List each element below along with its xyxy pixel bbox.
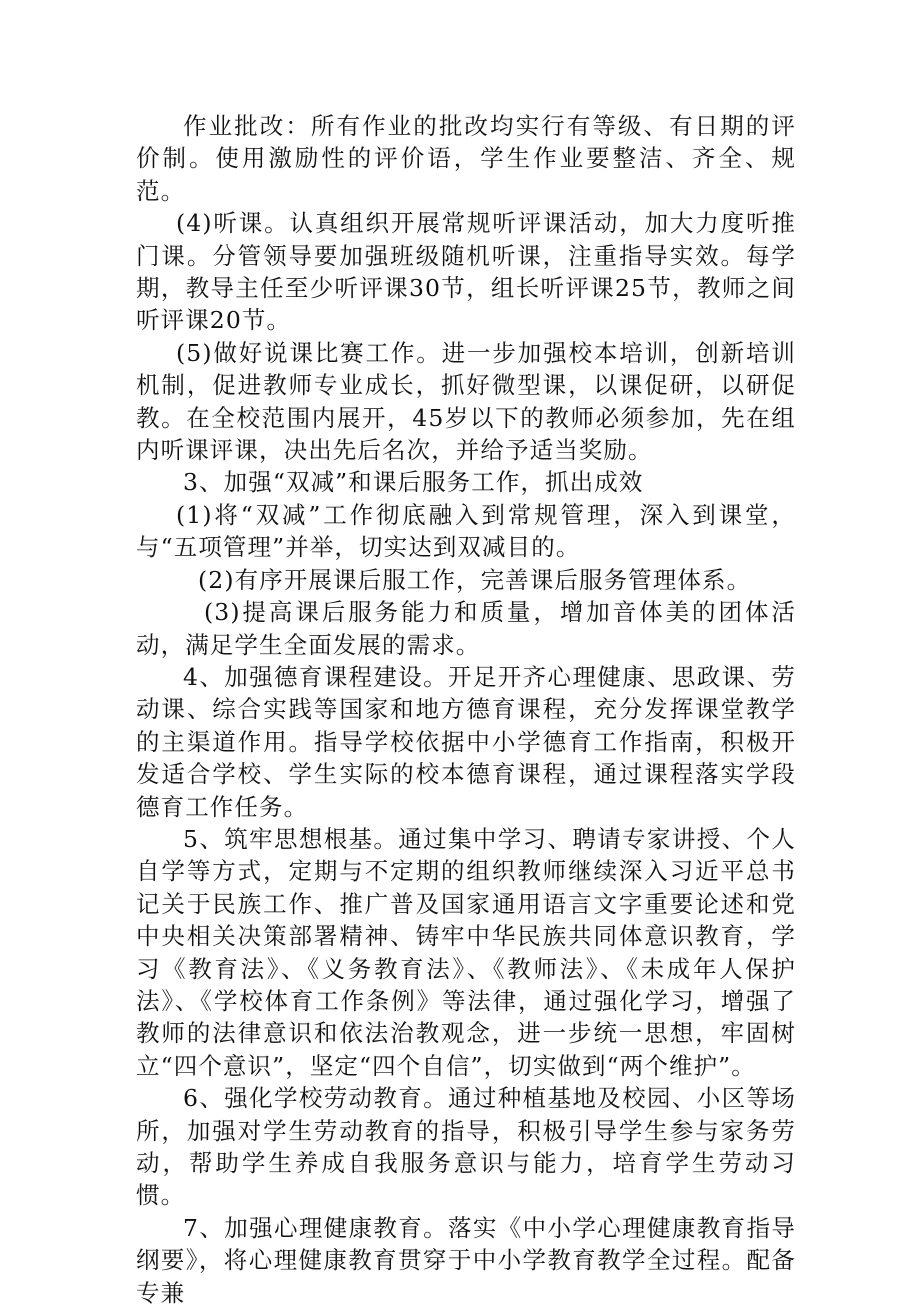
paragraph-moral-education: 4、加强德育课程建设。开足开齐心理健康、思政课、劳动课、综合实践等国家和地方德育课程，充分发挥课堂教学的主渠道作用。指导学校依据中小学德育工作指南，积极开发适合学校、学生实际的校本德育课程，通过课程落实学段德育工作任务。 <box>136 662 796 821</box>
paragraph-lesson-presentation-contest: (5)做好说课比赛工作。进一步加强校本培训，创新培训机制，促进教师专业成长，抓好微型课，以课促研，以研促教。在全校范围内展开，45岁以下的教师必须参加，先在组内听课评课，决出先后名次，并给予适当奖励。 <box>136 338 796 465</box>
paragraph-lesson-observation: (4)听课。认真组织开展常规听评课活动，加大力度听推门课。分管领导要加强班级随机听课，注重指导实效。每学期，教导主任至少听评课30节，组长听评课25节，教师之间听评课20节。 <box>136 209 796 335</box>
paragraph-homework-grading: 作业批改：所有作业的批改均实行有等级、有日期的评价制。使用激励性的评价语，学生作业要整洁、齐全、规范。 <box>136 112 796 205</box>
paragraph-double-reduction-2: (2)有序开展课后服工作，完善课后服务管理体系。 <box>198 565 752 594</box>
section-heading-double-reduction: 3、加强“双减”和课后服务工作，抓出成效 <box>183 468 644 497</box>
body-text <box>136 110 796 1309</box>
paragraph-ideological-foundation: 5、筑牢思想根基。通过集中学习、聘请专家讲授、个人自学等方式，定期与不定期的组织教师继续深入习近平总书记关于民族工作、推广普及国家通用语言文字重要论述和党中央相关决策部署精神、铸牢中华民族共同体意识教育，学习《教育法》、《义务教育法》、《教师法》、《未成年人保护法》、《学校体育工作条例》等法律，通过强化学习，增强了教师的法律意识和依法治教观念，进一步统一思想，牢固树立“四个意识”，坚定“四个自信”，切实做到“两个维护”。 <box>136 824 796 1080</box>
paragraph-double-reduction-3: (3)提高课后服务能力和质量，增加音体美的团体活动，满足学生全面发展的需求。 <box>136 598 796 659</box>
paragraph-mental-health: 7、加强心理健康教育。落实《中小学心理健康教育指导纲要》，将心理健康教育贯穿于中小学教育教学全过程。配备专兼 <box>136 1213 796 1307</box>
paragraph-labor-education: 6、强化学校劳动教育。通过种植基地及校园、小区等场所，加强对学生劳动教育的指导，积极引导学生参与家务劳动，帮助学生养成自我服务意识与能力，培育学生劳动习惯。 <box>136 1084 796 1210</box>
paragraph-double-reduction-1: (1)将“双减”工作彻底融入到常规管理，深入到课堂，与“五项管理”并举，切实达到双减目的。 <box>136 500 796 562</box>
